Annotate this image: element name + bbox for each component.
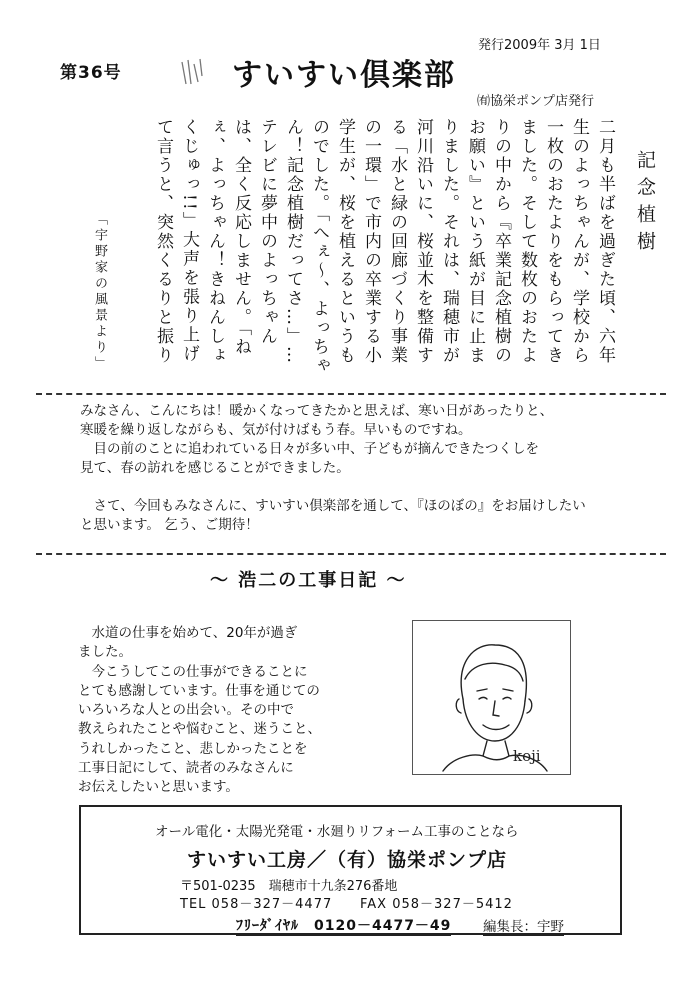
portrait-label: koji	[513, 747, 541, 765]
diary-line: お伝えしたいと思います。	[78, 779, 239, 796]
footer-services: オール電化・太陽光発電・水廻りリフォーム工事のことなら	[155, 824, 519, 840]
column-caption: 「宇野家の風景より」	[92, 212, 107, 372]
footer-freedial: ﾌﾘｰﾀﾞｲﾔﾙ 0120－4477－49	[236, 915, 451, 936]
diary-line: 水道の仕事を始めて、20年が過ぎ	[91, 625, 298, 641]
logo-mark-icon	[178, 56, 206, 88]
intro-section	[80, 402, 640, 535]
diary-line: 工事日記にして、読者のみなさんに	[78, 760, 294, 777]
footer-tel: TEL 058－327－4477	[180, 897, 333, 912]
diary-line: ました。	[78, 644, 132, 661]
portrait-illustration	[412, 620, 571, 775]
intro-line: と思います。 乞う、ご期待！	[80, 517, 259, 533]
column-title: 記念植樹	[634, 150, 656, 258]
footer-company-name: すいすい工房／（有）協栄ポンプ店	[187, 849, 508, 871]
divider	[36, 553, 666, 555]
diary-line: 教えられたことや悩むこと、迷うこと、	[78, 721, 321, 738]
intro-line: 見て、春の訪れを感じることができました。	[80, 460, 350, 476]
publisher: ㈲協栄ポンプ店発行	[477, 94, 595, 109]
intro-line: みなさん、こんにちは！暖かくなってきたかと思えば、寒い日があったりと、	[80, 403, 554, 419]
issue-date: 発行2009年 3月 1日	[478, 38, 601, 53]
intro-line: 目の前のことに追われている日々が多い中、子どもが摘んできたつくしを	[93, 441, 539, 457]
diary-line: いろいろな人との出会い。その中で	[78, 702, 294, 719]
diary-line: うれしかったこと、悲しかったことを	[78, 740, 308, 757]
intro-line: さて、今回もみなさんに、すいすい倶楽部を通して、『ほのぼの』をお届けしたい	[93, 498, 586, 514]
diary-text	[78, 624, 378, 798]
divider	[36, 393, 666, 395]
diary-line: 今こうしてこの仕事ができることに	[91, 663, 308, 680]
newsletter-title: すいすい倶楽部	[232, 58, 456, 93]
footer-editor: 編集長：宇野	[483, 915, 564, 936]
column-essay: 二月も半ばを過ぎた頃、六年生のよっちゃんが、学校から一枚のおたよりをもらってきました。そして数枚のおたよりの中から『卒業記念植樹のお願い』という紙が目に止まりました。それは、瑞穂市が河川沿いに、桜並木を整備する「水と緑の回廊づくり事業の一環」で市内の卒業する小学生が、桜を植えるというものでした。「へぇ～、よっちゃん！記念植樹だってさ…」…テレビに夢中のよっちゃんは、全く反応しません。「ねぇ、よっちゃん！きねんしょくじゅっ!!」大声を張り上げて言うと、突然くるりと振り	[153, 118, 615, 376]
diary-line: とても感謝しています。仕事を通じての	[78, 682, 320, 699]
footer-address: 〒501-0235 瑞穂市十九条276番地	[180, 879, 398, 894]
footer-fax: FAX 058－327－5412	[360, 897, 513, 912]
intro-line: 寒暖を繰り返しながらも、気が付けばもう春。早いものですね。	[80, 422, 472, 438]
diary-heading: ～ 浩二の工事日記 ～	[210, 570, 407, 591]
issue-number: 第36号	[60, 63, 122, 83]
